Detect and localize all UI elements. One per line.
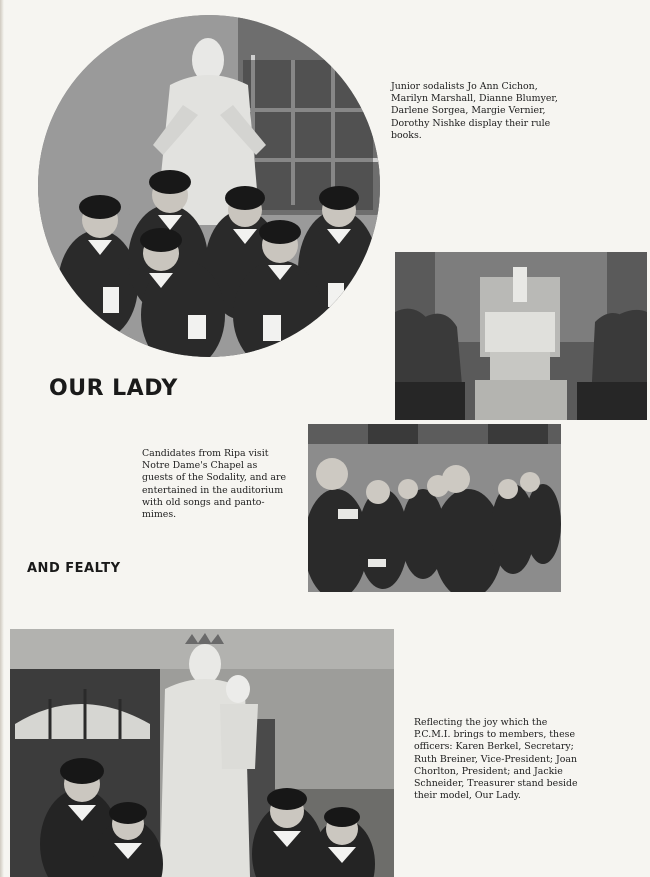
chapel-photo — [395, 252, 647, 420]
junior-sodalists-photo — [38, 15, 380, 357]
auditorium-audience-photo — [308, 424, 561, 592]
page-heading-our-lady: OUR LADY — [49, 376, 178, 401]
page-heading-and-fealty: AND FEALTY — [27, 561, 121, 576]
pcmi-officers-caption: Reflecting the joy which the P.C.M.I. brings to members, these officers: Karen Berkel, Secretary; Ruth Breiner, Vice-President; Joan Chorlton, President; and Jackie Schneider, Treasurer stand beside their model, Our Lady. — [414, 717, 578, 802]
candidates-ripa-caption: Candidates from Ripa visit Notre Dame's Chapel as guests of the Sodality, and are entertained in the auditorium with old songs and panto- mimes. — [142, 448, 287, 521]
pcmi-officers-photo — [10, 629, 394, 877]
page-binding-edge — [0, 0, 4, 877]
junior-sodalists-caption: Junior sodalists Jo Ann Cichon, Marilyn Marshall, Dianne Blumyer, Darlene Sorgea, Margie Vernier, Dorothy Nishke display their rule books. — [391, 81, 558, 141]
